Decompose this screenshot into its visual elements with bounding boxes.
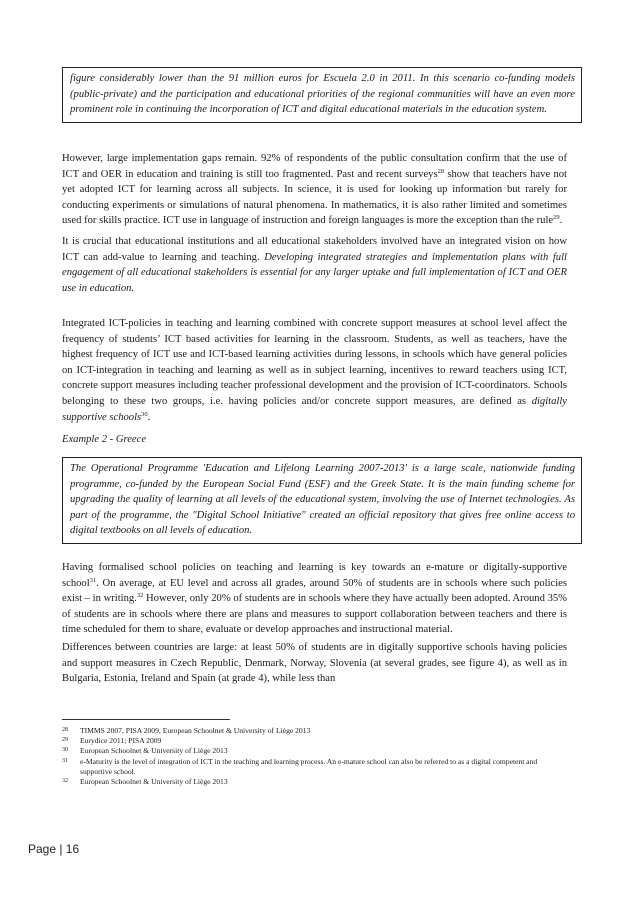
footnote-number: 32: [62, 778, 68, 785]
footnote-text: Eurydice 2011; PISA 2009: [80, 736, 162, 746]
page-number: Page | 16: [28, 842, 80, 856]
callout-text: The Operational Programme 'Education and Lifelong Learning 2007-2013' is a large scale, nationwide funding programme, co-funded by the European Social Fund (ESF) and the Greek State. It is the main funding scheme for upgrading the quality of learning at all levels of the educational system, involving the use of Internet technologies. As part of the programme, the "Digital School Initiative" created an official repository that gives free online access to digital textbooks on all levels of education.: [70, 463, 575, 537]
footnote: [62, 757, 567, 777]
footnote-text: e-Maturity is the level of integration of ICT in the teaching and learning process. An e-mature school can also be referred to as a digital competent and supportive school.: [80, 756, 538, 776]
footnote-divider: [62, 719, 230, 720]
footnote-number: 28: [62, 727, 68, 733]
footnotes: [62, 726, 567, 787]
footnote-ref[interactable]: 28: [437, 167, 445, 175]
paragraph-text: show that teachers have not yet adopted ICT for learning across all subjects. In science, it is used for looking up information but rarely for conducting experiments or simulations of natural phenomena. In mathematics, it is also rather limited and sometimes used for skills practice. ICT use in language of instruction and foreign languages is more the exception than the rule: [62, 168, 568, 227]
paragraph-text: .: [559, 215, 563, 227]
emphasis-text: Developing integrated strategies and implementation plans with full engagement of all educational stakeholders is essential for any larger uptake and full implementation of ICT and OER use in education.: [62, 251, 567, 294]
example-heading: Example 2 - Greece: [62, 434, 147, 445]
footnote-text: European Schoolnet & University of Liège 2013: [80, 777, 228, 787]
callout-text: figure considerably lower than the 91 million euros for Escuela 2.0 in 2011. In this scenario co-funding models (public-private) and the participation and educational priorities of the regional communities will have an even more prominent role in continuing the incorporation of ICT and digital educational materials in the education system.: [70, 73, 575, 116]
paragraph-integrated-policies: [62, 316, 567, 425]
callout-box-greece: [62, 457, 582, 544]
paragraph-school-policies: [62, 560, 567, 638]
footnote-ref[interactable]: 31: [89, 576, 97, 584]
paragraph-implementation-gaps: [62, 151, 567, 229]
callout-box-escuela: [62, 67, 582, 123]
footnote-ref[interactable]: 29: [553, 214, 560, 222]
paragraph-text: Integrated ICT-policies in teaching and learning combined with concrete support measures at school level affect the frequency of students’ ICT based activities for learning in the classroom. Students, as well as teachers, have the highest frequency of ICT use and ICT-based learning activities during lessons, in schools which have general policies on ICT-integration in teaching and learning as well as in subject learning, incentives to reward teachers using ICT, concrete support measures including teacher professional development and the provision of ICT-coordinators. Schools belonging to these two groups, i.e. having policies and/or concrete support measures, are defined as: [62, 318, 567, 407]
paragraph-text: Differences between countries are large: at least 50% of students are in digitally supportive schools having policies and support measures in Czech Republic, Denmark, Norway, Slovenia (at several grades, see figure 4), as well as in Bulgaria, Estonia, Ireland and Spain (at grade 4), while less than: [62, 642, 567, 685]
paragraph-text: It is crucial that educational institutions and all educational stakeholders involved have an integrated vision on how ICT can add-value to learning and teaching.: [62, 236, 567, 263]
paragraph-text: However, large implementation gaps remain. 92% of respondents of the public consultation confirm that the use of ICT and OER in education and training is still too fragmented. Past and recent surveys: [62, 153, 567, 180]
footnote-text: European Schoolnet & University of Liège 2013: [80, 746, 228, 756]
footnote: [62, 746, 567, 756]
footnote: [62, 777, 567, 787]
paragraph-text: . On average, at EU level and across all grades, around 50% of students are in schools where such policies exist – in writing.: [62, 577, 567, 605]
footnote: [62, 726, 567, 736]
footnote: [62, 736, 567, 746]
paragraph-text: However, only 20% of students are in schools where they have actually been adopted. Around 35% of students are in schools where there are plans and measures to support collaboration between teachers and there is time scheduled for them to share, evaluate or develop approaches and instructional material.: [62, 593, 567, 636]
paragraph-text: Having formalised school policies on teaching and learning is key towards an e-mature or digitally-supportive school: [62, 562, 567, 589]
footnote-number: 29: [62, 737, 68, 744]
paragraph-text: .: [147, 411, 151, 423]
footnote-number: 30: [62, 747, 68, 754]
emphasis-text: digitally supportive schools: [62, 395, 567, 423]
footnote-number: 31: [62, 757, 68, 764]
footnote-ref[interactable]: 30: [141, 410, 148, 418]
paragraph-integrated-vision: [62, 234, 567, 296]
paragraph-country-differences: [62, 640, 567, 687]
footnote-text: TIMMS 2007, PISA 2009, European Schoolnet & University of Liège 2013: [80, 726, 311, 735]
footnote-ref[interactable]: 32: [136, 592, 144, 600]
